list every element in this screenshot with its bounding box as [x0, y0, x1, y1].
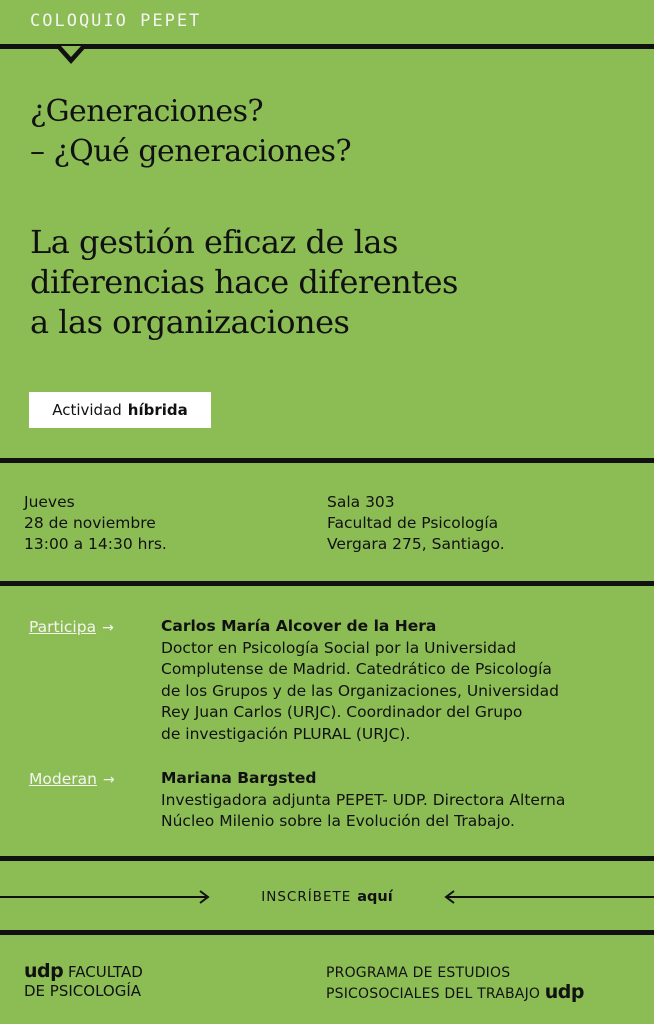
subtitle-line-3: a las organizaciones [30, 303, 350, 341]
badge-prefix: Actividad [52, 401, 122, 419]
faculty-logo-line-1: FACULTAD [68, 963, 143, 981]
moderan-tag-row [29, 769, 115, 788]
moderator-name: Mariana Bargsted [161, 769, 317, 787]
moderan-link[interactable]: Moderan [29, 770, 97, 788]
schedule-date: 28 de noviembre [24, 514, 156, 532]
title-line-2: – ¿Qué generaciones? [30, 134, 352, 169]
udp-logo-mark: udp [24, 960, 64, 982]
faculty-logo-line-2: DE PSICOLOGÍA [24, 982, 142, 1000]
section-divider-3 [0, 856, 654, 861]
moderator-bio-line: Investigadora adjunta PEPET- UDP. Directora Alterna [161, 790, 566, 809]
header-divider [0, 44, 654, 49]
program-logo-line-2: PSICOSOCIALES DEL TRABAJO [326, 986, 541, 1002]
speaker-bio-line: Rey Juan Carlos (URJC). Coordinador del Grupo [161, 703, 523, 721]
section-divider-1 [0, 458, 654, 463]
section-divider-4 [0, 930, 654, 935]
cta-link[interactable]: aquí [357, 889, 393, 905]
speaker-block [161, 616, 641, 745]
venue-faculty: Facultad de Psicología [327, 514, 499, 532]
participa-link[interactable]: Participa [29, 618, 97, 636]
schedule-block [24, 492, 167, 555]
schedule-day: Jueves [24, 493, 75, 511]
venue-room: Sala 303 [327, 493, 395, 511]
faculty-logo [24, 962, 143, 1001]
page-title [30, 92, 630, 172]
page-subtitle [30, 222, 640, 342]
venue-block [327, 492, 505, 555]
title-line-1: ¿Generaciones? [30, 94, 264, 129]
section-divider-2 [0, 581, 654, 586]
header-label: COLOQUIO PEPET [30, 11, 202, 31]
notch-marker-inner [61, 46, 81, 57]
udp-logo-mark: udp [544, 981, 585, 1003]
arrow-right-icon: → [102, 772, 115, 788]
program-logo [326, 964, 584, 1004]
speaker-bio-line: de los Grupos y de las Organizaciones, Universidad [161, 681, 559, 700]
program-logo-line-1: PROGRAMA DE ESTUDIOS [326, 965, 511, 981]
schedule-time: 13:00 a 14:30 hrs. [24, 535, 167, 553]
participa-tag-row [29, 617, 114, 636]
speaker-bio-line: de investigación PLURAL (URJC). [161, 724, 411, 743]
cta-right-line [446, 896, 654, 898]
arrow-right-icon: → [102, 620, 114, 636]
venue-address: Vergara 275, Santiago. [327, 535, 505, 553]
subtitle-line-1: La gestión eficaz de las [30, 223, 398, 261]
activity-type-badge [29, 392, 211, 428]
moderator-block [161, 768, 641, 833]
speaker-name: Carlos María Alcover de la Hera [161, 617, 437, 635]
badge-emphasis: híbrida [127, 401, 188, 419]
speaker-bio-line: Complutense de Madrid. Catedrático de Psicología [161, 660, 552, 678]
speaker-bio-line: Doctor en Psicología Social por la Universidad [161, 638, 517, 657]
subtitle-line-2: diferencias hace diferentes [30, 263, 458, 301]
cta-label: INSCRÍBETE [261, 889, 352, 905]
moderator-bio-line: Núcleo Milenio sobre la Evolución del Trabajo. [161, 812, 515, 830]
